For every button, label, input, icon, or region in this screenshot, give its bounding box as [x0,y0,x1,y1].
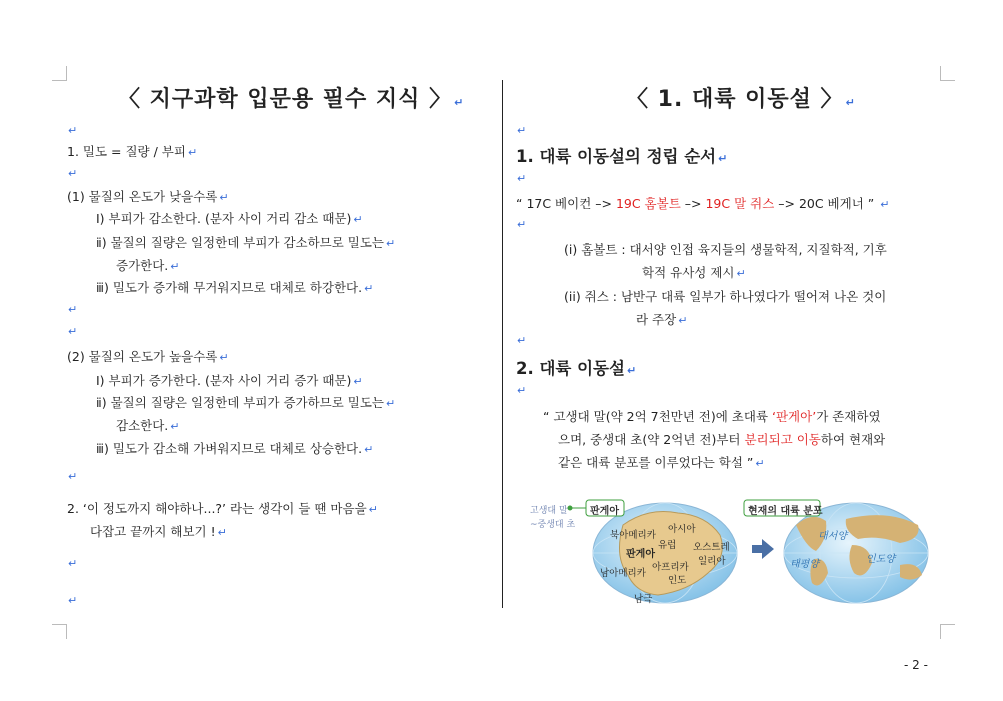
return-mark: ↵ [517,334,527,347]
continental-drift-body-end: 같은 대륙 분포를 이루었다는 학설 ” ↵ [558,453,765,471]
era-label: ~중생대 초 [530,520,576,530]
label-antarctica: 남극 [634,594,653,605]
continental-drift-body-cont [558,430,885,448]
label-atlantic: 대서양 [818,531,847,542]
right-title: 〈 1. 대륙 이동설 〉 ↵ [626,82,856,113]
item-2-text-cont: 다잡고 끝까지 해보기 ! ↵ [90,522,227,540]
high-temp-item-iii: ⅲ) 밀도가 감소해 가벼워지므로 대체로 상승한다. ↵ [96,439,373,457]
label-pacific: 태평양 [790,559,819,570]
left-title: 〈 지구과학 입문용 필수 지식 〉 ↵ [118,82,464,113]
section-1-heading: 1. 대륙 이동설의 정립 순서 ↵ [516,143,727,167]
section-2-heading: 2. 대륙 이동설 ↵ [516,355,636,379]
return-mark: ↵ [68,124,78,137]
low-temp-heading: (1) 물질의 온도가 낮을수록 ↵ [67,187,229,205]
pangea-term: ‘판게아’ [772,409,817,424]
low-temp-item-ii: ⅱ) 물질의 질량은 일정한데 부피가 감소하므로 밀도는 ↵ [96,233,395,251]
crop-mark-bottom-right [940,624,955,639]
high-temp-item-i: Ⅰ) 부피가 증가한다. (분자 사이 거리 증가 때문) ↵ [96,371,363,389]
return-mark: ↵ [517,384,527,397]
low-temp-item-ii-cont: 증가한다. ↵ [116,256,180,274]
label-africa: 아프리카 [652,562,689,573]
high-temp-item-ii: ⅱ) 물질의 질량은 일정한데 부피가 증가하므로 밀도는 ↵ [96,393,395,411]
crop-mark-top-left [52,66,67,81]
return-mark: ↵ [68,325,78,338]
column-divider [502,80,503,608]
low-temp-item-iii: ⅲ) 밀도가 증가해 무거워지므로 대체로 하강한다. ↵ [96,278,373,296]
seq-humboldt: 19C 홈볼트 [615,196,681,211]
label-australia-1: 오스트레 [693,542,730,553]
return-mark: ↵ [68,303,78,316]
label-europe: 유럽 [658,540,677,551]
page-number: - 2 - [904,658,928,672]
return-mark: ↵ [68,594,78,607]
continental-drift-body [543,407,881,425]
return-mark: ↵ [517,172,527,185]
suess-note: (ii) 쥐스 : 남반구 대륙 일부가 하나였다가 떨어져 나온 것이 [564,289,887,304]
era-pointer-dot [568,506,573,511]
pangea-tag-label: 판게아 [590,506,619,517]
seq-arrow: –> [680,196,706,211]
arrow-icon [752,539,774,559]
humboldt-note-cont: 학적 유사성 제시 ↵ [642,263,746,281]
crop-mark-top-right [940,66,955,81]
label-australia-2: 일리아 [698,556,726,567]
high-temp-item-ii-cont: 감소한다. ↵ [116,416,180,434]
label-indian: 인도양 [866,554,895,565]
crop-mark-bottom-left [52,624,67,639]
suess-note-cont: 라 주장 ↵ [636,310,687,328]
present-tag-label: 현재의 대륙 분포 [748,506,823,517]
separation-term: 분리되고 이동 [744,432,821,447]
return-mark: ↵ [68,470,78,483]
label-north-america: 북아메리카 [610,530,656,541]
item-2-text: 2. ‘이 정도까지 해야하나...?’ 라는 생각이 들 땐 마음을 ↵ [67,499,378,517]
label-south-america: 남아메리카 [600,568,646,579]
label-asia: 아시아 [668,524,696,535]
body-text: 가 존재하였 [816,409,881,424]
continent-map-figure [528,495,948,607]
era-label: 고생대 말 [530,506,568,516]
low-temp-item-i: Ⅰ) 부피가 감소한다. (분자 사이 거리 감소 때문) ↵ [96,209,363,227]
body-text: “ 고생대 말(약 2억 7천만년 전)에 초대륙 [543,409,772,424]
return-mark: ↵ [517,124,527,137]
label-pangea: 판게아 [626,549,655,560]
return-mark: ↵ [68,167,78,180]
body-text: 으며, 중생대 초(약 2억년 전)부터 [558,432,745,447]
label-india: 인도 [668,575,687,586]
body-text: 하여 현재와 [820,432,886,447]
return-mark: ↵ [68,557,78,570]
density-formula: 1. 밀도 = 질량 / 부피 ↵ [67,142,197,160]
high-temp-heading: (2) 물질의 온도가 높을수록 ↵ [67,347,229,365]
theory-sequence [516,194,889,212]
humboldt-note: (i) 홈볼트 : 대서양 인접 육지들의 생물학적, 지질학적, 기후 [564,242,887,257]
seq-bacon: “ 17C 베이컨 –> [516,196,616,211]
seq-suess: 19C 말 쥐스 [705,196,775,211]
seq-wegener: –> 20C 베게너 ” [774,196,875,211]
return-mark: ↵ [517,218,527,231]
